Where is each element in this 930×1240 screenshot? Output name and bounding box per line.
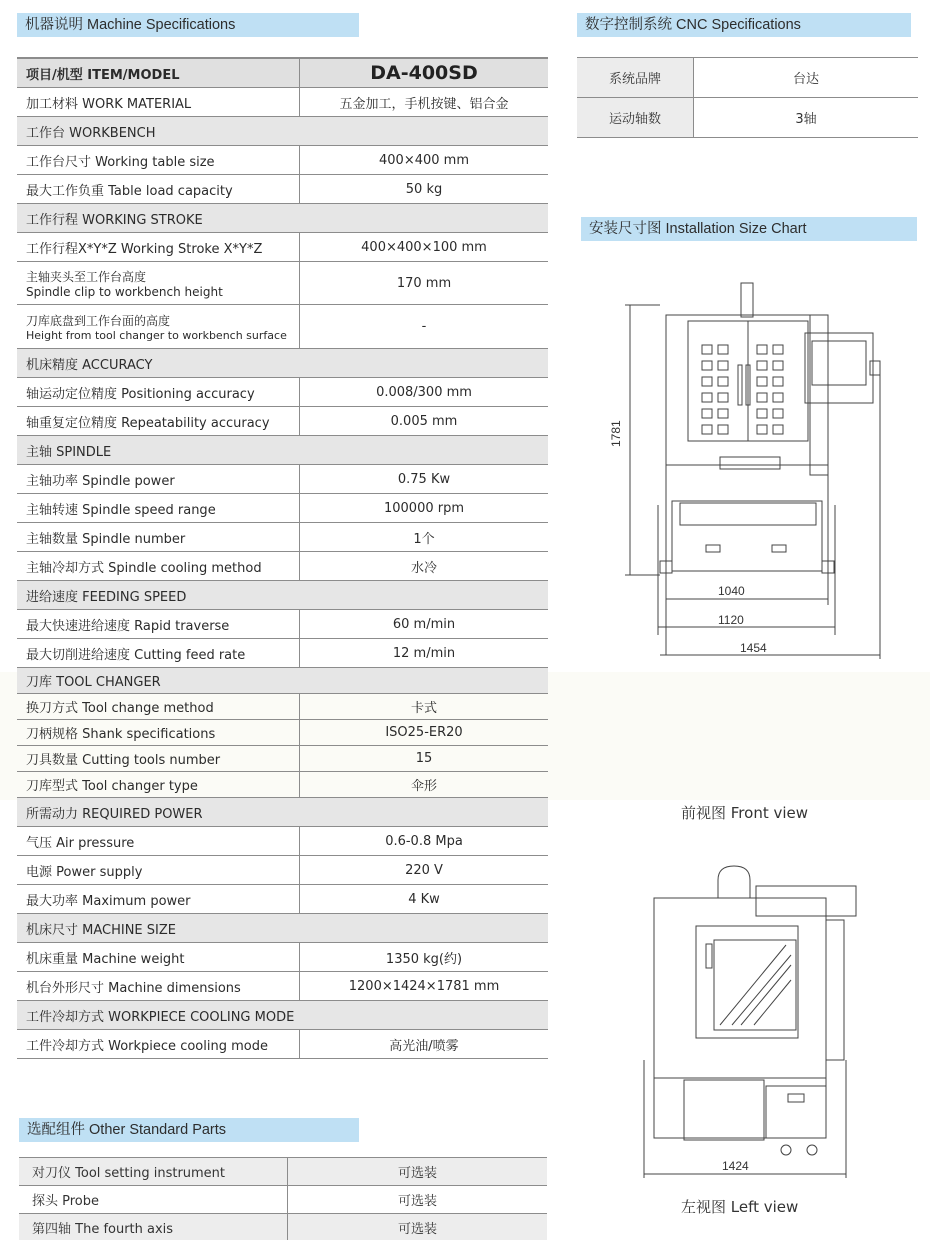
spec-label-text: 机床精度 ACCURACY [26, 357, 153, 373]
spec-label [26, 746, 220, 771]
spec-label [26, 349, 152, 377]
spec-value: 伞形 [299, 772, 548, 797]
spec-label [26, 639, 245, 667]
spec-label [26, 204, 203, 232]
left-view-drawing [636, 860, 866, 1180]
spec-value: 水冷 [299, 552, 548, 580]
spec-label-text: 电源 Power supply [26, 864, 143, 880]
spec-label-text: 轴重复定位精度 Repeatability accuracy [26, 415, 270, 431]
spec-section-row [17, 798, 548, 827]
spec-row [17, 1030, 548, 1059]
spec-label [26, 552, 262, 580]
spec-label [26, 88, 191, 116]
spec-label-text: 刀柄规格 Shank specifications [26, 727, 216, 742]
spec-label [26, 262, 223, 304]
cnc-spec-heading: 数字控制系统 CNC Specifications [577, 13, 911, 37]
other-part-row [19, 1214, 547, 1240]
spec-label-text: 所需动力 REQUIRED POWER [26, 806, 203, 822]
other-part-row [19, 1158, 547, 1186]
front-view-caption: 前视图 Front view [681, 804, 809, 822]
dim-1424: 1424 [722, 1159, 749, 1173]
spec-label [26, 146, 215, 174]
spec-section-row [17, 914, 548, 943]
spec-label-text: 工作行程 WORKING STROKE [26, 212, 203, 228]
other-part-value: 可选装 [287, 1214, 547, 1240]
spec-label [26, 494, 216, 522]
spec-label [26, 233, 262, 261]
spec-label [26, 943, 185, 971]
spec-label [26, 914, 176, 942]
spec-value: 0.005 mm [299, 407, 548, 435]
spec-label-text: 工件冷却方式 Workpiece cooling mode [26, 1038, 268, 1054]
spec-row [17, 610, 548, 639]
spec-label [26, 885, 191, 913]
spec-label [26, 772, 198, 797]
spec-value: 0.6-0.8 Mpa [299, 827, 548, 855]
other-parts-heading: 选配组件 Other Standard Parts [19, 1118, 359, 1142]
spec-label-text: 主轴数量 Spindle number [26, 531, 186, 547]
spec-label-text: 机床重量 Machine weight [26, 951, 185, 967]
spec-row [17, 856, 548, 885]
spec-value: 400×400×100 mm [299, 233, 548, 261]
cnc-value: 台达 [693, 58, 918, 97]
spec-row [17, 88, 548, 117]
spec-label [26, 175, 233, 203]
spec-label-text: 工作台尺寸 Working table size [26, 154, 215, 170]
spec-section-row [17, 204, 548, 233]
spec-section-row [17, 436, 548, 465]
cnc-spec-table [577, 57, 918, 138]
spec-label [26, 827, 134, 855]
spec-label-text: 主轴功率 Spindle power [26, 473, 175, 489]
spec-row [17, 827, 548, 856]
spec-row [17, 552, 548, 581]
spec-label [26, 1030, 268, 1058]
spec-label [26, 117, 156, 145]
spec-label-text: 工作台 WORKBENCH [26, 125, 156, 141]
spec-label-sub: Height from tool changer to workbench surface [26, 328, 287, 342]
spec-row [17, 233, 548, 262]
model-name: DA-400SD [299, 59, 548, 87]
spec-label-text: 最大工作负重 Table load capacity [26, 183, 233, 199]
spec-label-text: 加工材料 WORK MATERIAL [26, 96, 192, 112]
other-part-row [19, 1186, 547, 1214]
spec-label [26, 720, 215, 745]
spec-label [26, 694, 214, 719]
spec-row [17, 146, 548, 175]
cnc-row [577, 98, 918, 138]
dim-height: 1781 [609, 420, 623, 447]
spec-row [17, 407, 548, 436]
spec-value: 4 Kw [299, 885, 548, 913]
spec-label-text: 机台外形尺寸 Machine dimensions [26, 980, 241, 996]
spec-value: 0.75 Kw [299, 465, 548, 493]
front-view-drawing [600, 275, 900, 665]
spec-row [17, 465, 548, 494]
spec-label [26, 523, 185, 551]
spec-value: 卡式 [299, 694, 548, 719]
spec-label-text: 工作行程X*Y*Z Working Stroke X*Y*Z [26, 241, 263, 257]
spec-row [17, 746, 548, 772]
installation-heading: 安装尺寸图 Installation Size Chart [581, 217, 917, 241]
spec-label [26, 581, 186, 609]
spec-label [26, 465, 175, 493]
spec-row [17, 523, 548, 552]
spec-label-text: 最大功率 Maximum power [26, 893, 191, 909]
spec-label-text: 主轴转速 Spindle speed range [26, 502, 216, 518]
spec-label-text: 最大切削进给速度 Cutting feed rate [26, 647, 246, 663]
spec-row [17, 772, 548, 798]
spec-label [26, 856, 142, 884]
spec-value: 400×400 mm [299, 146, 548, 174]
spec-label-text: 主轴夹头至工作台高度 [26, 269, 147, 284]
spec-label [26, 1001, 294, 1029]
spec-label-text: 轴运动定位精度 Positioning accuracy [26, 386, 255, 402]
spec-label-text: 进给速度 FEEDING SPEED [26, 589, 187, 605]
spec-section-row [17, 117, 548, 146]
spec-label-text: 主轴 SPINDLE [26, 444, 112, 460]
spec-header-row [17, 57, 548, 88]
other-part-value: 可选装 [287, 1186, 547, 1213]
cnc-row [577, 58, 918, 98]
spec-value: 15 [299, 746, 548, 771]
spec-row [17, 378, 548, 407]
spec-value: 1200×1424×1781 mm [299, 972, 548, 1000]
spec-value: 170 mm [299, 262, 548, 304]
spec-row [17, 720, 548, 746]
spec-row [17, 972, 548, 1001]
spec-row [17, 639, 548, 668]
spec-label [26, 798, 203, 826]
spec-value: - [299, 305, 548, 348]
other-part-label: 对刀仪 Tool setting instrument [32, 1166, 226, 1181]
spec-row [17, 694, 548, 720]
other-parts-table [19, 1157, 547, 1240]
spec-section-row [17, 581, 548, 610]
spec-label-text: 刀具数量 Cutting tools number [26, 753, 221, 768]
spec-row [17, 494, 548, 523]
spec-label-text: 工件冷却方式 WORKPIECE COOLING MODE [26, 1009, 295, 1025]
cnc-value: 3轴 [693, 98, 918, 137]
other-part-value: 可选装 [287, 1158, 547, 1185]
spec-value: 100000 rpm [299, 494, 548, 522]
spec-label-text: 最大快速进给速度 Rapid traverse [26, 618, 230, 634]
machine-spec-heading: 机器说明 Machine Specifications [17, 13, 359, 37]
spec-row [17, 262, 548, 305]
dim-1040: 1040 [718, 584, 745, 598]
spec-label-text: 刀库型式 Tool changer type [26, 779, 198, 794]
spec-label [26, 378, 255, 406]
spec-label-text: 换刀方式 Tool change method [26, 701, 214, 716]
spec-label [26, 610, 229, 638]
spec-value: 五金加工，手机按键、铝合金 [299, 88, 548, 116]
spec-header-label: 项目/机型 ITEM/MODEL [26, 67, 180, 83]
spec-label-sub: Spindle clip to workbench height [26, 284, 223, 299]
spec-label-text: 气压 Air pressure [26, 835, 135, 851]
spec-value: 60 m/min [299, 610, 548, 638]
spec-label-text: 机床尺寸 MACHINE SIZE [26, 922, 176, 938]
other-part-label: 探头 Probe [32, 1194, 100, 1209]
spec-row [17, 175, 548, 204]
spec-value: 50 kg [299, 175, 548, 203]
spec-value: 220 V [299, 856, 548, 884]
spec-label-text: 刀库底盘到工作台面的高度 [26, 313, 171, 328]
spec-label-text: 主轴冷却方式 Spindle cooling method [26, 560, 262, 576]
spec-section-row [17, 1001, 548, 1030]
spec-label [26, 668, 161, 693]
spec-row [17, 305, 548, 349]
spec-label [26, 436, 111, 464]
spec-row [17, 885, 548, 914]
machine-spec-table [17, 57, 548, 1059]
left-view-caption: 左视图 Left view [681, 1198, 799, 1216]
spec-section-row [17, 349, 548, 378]
spec-value: 12 m/min [299, 639, 548, 667]
spec-row [17, 943, 548, 972]
cnc-label: 运动轴数 [577, 98, 693, 137]
cnc-label: 系统品牌 [577, 58, 693, 97]
spec-label [26, 407, 270, 435]
spec-value: 1350 kg(约) [299, 943, 548, 971]
spec-label [26, 305, 287, 348]
dim-1454: 1454 [740, 641, 767, 655]
spec-value: 高光油/喷雾 [299, 1030, 548, 1058]
spec-section-row [17, 668, 548, 694]
other-part-label: 第四轴 The fourth axis [32, 1222, 174, 1237]
spec-value: ISO25-ER20 [299, 720, 548, 745]
spec-label [26, 972, 241, 1000]
spec-value: 1个 [299, 523, 548, 551]
dim-1120: 1120 [718, 613, 744, 627]
spec-label-text: 刀库 TOOL CHANGER [26, 675, 161, 690]
spec-value: 0.008/300 mm [299, 378, 548, 406]
